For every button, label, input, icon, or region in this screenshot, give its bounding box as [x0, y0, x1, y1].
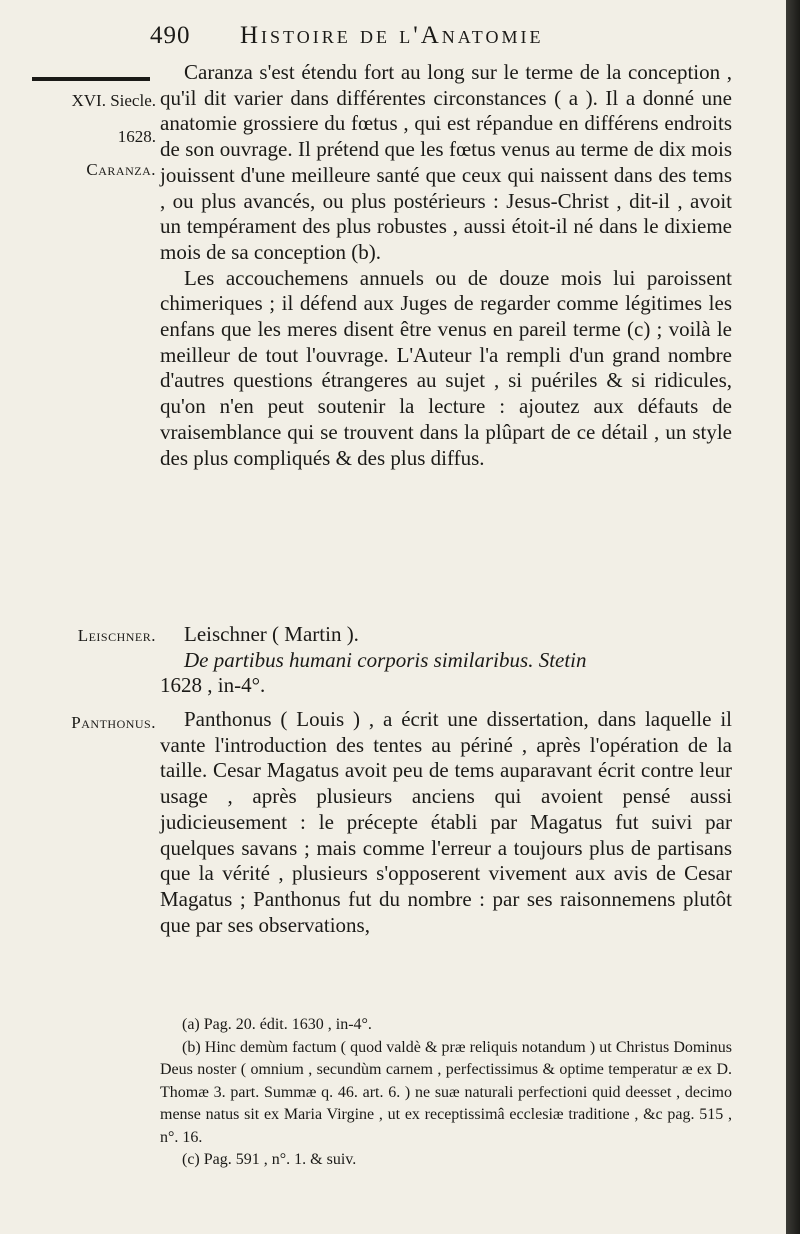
page-header: [150, 20, 710, 54]
caranza-paragraph-2: Les accouchemens annuels ou de douze mois lui paroissent chimeriques ; il défend aux Juges de regarder comme légitimes les enfans que les meres disent être venus en pareil terme (c) ; voilà le meilleur de tout l'ouvrage. L'Auteur l'a rempli d'un grand nombre d'autres questions étrangeres au sujet , si puériles & si ridicules, qu'on n'en peut soutenir la lecture : ajoutez aux défauts de vraisemblance qui se trouvent dans la plûpart de ce détail , un style des plus compliqués & des plus diffus.: [160, 265, 732, 470]
footnote-c: (c) Pag. 591 , n°. 1. & suiv.: [182, 1151, 357, 1168]
footnote-b: (b) Hinc demùm factum ( quod valdè & præ reliquis notandum ) ut Christus Dominus Deus noster ( omnium , secundùm carnem , perfectissimus & optime temperatur æ ex D. Thomæ 3. part. Summæ q. 46. art. 6. ) ne suæ naturali perfectioni quid deesset , decimo mense natus sit ex Maria Virgine , ut ex receptissimâ ecclesiæ traditione , &c pag. 515 , n°. 16.: [160, 1038, 732, 1146]
page-number: 490: [150, 22, 191, 49]
leischner-title: De partibus humani corporis similaribus. Stetin: [184, 647, 587, 672]
book-edge: [786, 0, 800, 1234]
caranza-section: [160, 60, 732, 471]
running-title: Histoire de l'Anatomie: [240, 22, 544, 49]
leischner-imprint: 1628 , in-4°.: [160, 673, 266, 698]
margin-note-century: XVI. Siecle.: [71, 91, 156, 110]
margin-note-year: 1628.: [117, 127, 156, 146]
footnotes: [160, 1014, 732, 1172]
leischner-section: [160, 622, 732, 699]
caranza-paragraph-1: Caranza s'est étendu fort au long sur le terme de la conception , qu'il dit varier dans différentes circonstances ( a ). Il a donné une anatomie grossiere du fœtus , qui est répandue en différens endroits de son ouvrage. Il prétend que les fœtus venus au terme de dix mois jouissent d'une meilleure santé que ceux qui naissent dans des tems , ou plus avancés, ou plus postérieurs : Jesus-Christ , dit-il , avoit un tempérament des plus robustes , aussi étoit-il né dans le dixieme mois de sa conception (b).: [160, 60, 732, 264]
footnote-a: (a) Pag. 20. édit. 1630 , in-4°.: [182, 1016, 372, 1033]
margin-note-caranza: [28, 157, 156, 183]
margin-note-leischner-label: Leischner.: [77, 626, 156, 645]
panthonus-paragraph: Panthonus ( Louis ) , a écrit une dissertation, dans laquelle il vante l'introduction des tentes au périné , après l'opération de la taille. Cesar Magatus avoit peu de tems auparavant écrit contre leur usage , après plusieurs anciens qui avoient pensé aussi judicieusement : le précepte établi par Magatus fut suivi par quelques savans ; mais comme l'erreur a toujours plus de partisans que la vérité , plusieurs s'opposerent vivement aux avis de Cesar Magatus ; Panthonus fut du nombre : par ses raisonnemens plutôt que par ses observations,: [160, 707, 732, 937]
margin-note-panthonus: [28, 710, 156, 736]
margin-note-panthonus-label: Panthonus.: [71, 713, 156, 732]
margin-note-leischner: [28, 623, 156, 649]
margin-rule: [32, 77, 150, 81]
leischner-name: Leischner ( Martin ).: [184, 622, 359, 646]
margin-note-caranza-label: Caranza.: [86, 160, 156, 179]
panthonus-section: [160, 707, 732, 938]
